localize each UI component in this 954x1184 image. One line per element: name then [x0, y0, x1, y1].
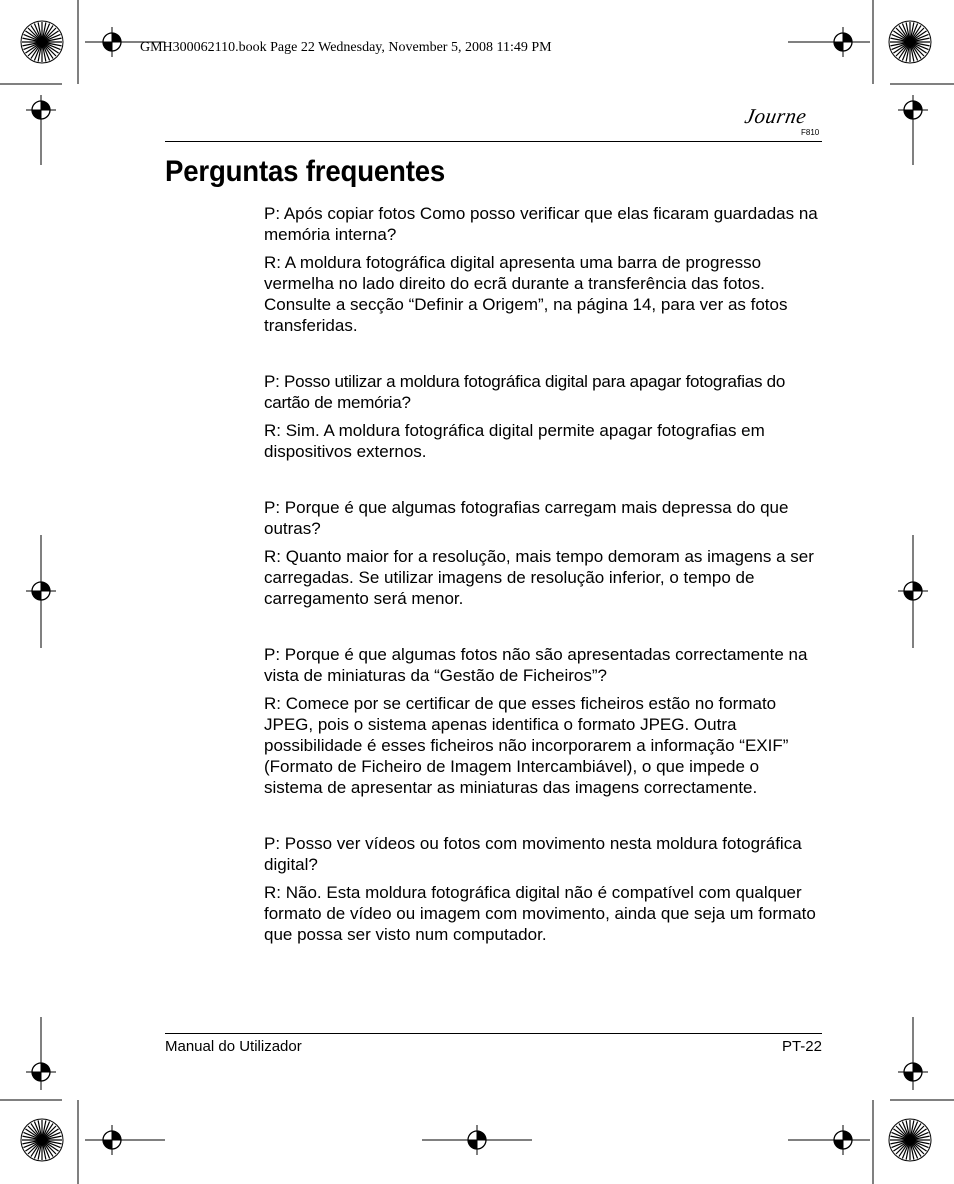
footer-manual-title: Manual do Utilizador: [165, 1038, 302, 1055]
faq-item: [264, 203, 822, 336]
faq-answer: R: A moldura fotográfica digital apresenta uma barra de progresso vermelha no lado direito do ecrã durante a transferência das fotos. Consulte a secção “Definir a Origem”, na página 14, para ver as fotos transferidas.: [264, 253, 788, 335]
footer-rule: [165, 1033, 822, 1034]
page-title: Perguntas frequentes: [165, 155, 446, 188]
faq-question: P: Posso ver vídeos ou fotos com movimento nesta moldura fotográfica digital?: [264, 834, 802, 874]
faq-item: [264, 497, 822, 609]
faq-question: P: Porque é que algumas fotos não são apresentadas correctamente na vista de miniaturas da “Gestão de Ficheiros”?: [264, 645, 808, 685]
faq-answer: R: Sim. A moldura fotográfica digital permite apagar fotografias em dispositivos externos.: [264, 421, 765, 461]
header-rule: [165, 141, 822, 142]
page-number: PT-22: [781, 1038, 822, 1055]
faq-item: [264, 644, 822, 798]
faq-question: P: Porque é que algumas fotografias carregam mais depressa do que outras?: [264, 498, 789, 538]
faq-answer: R: Não. Esta moldura fotográfica digital não é compatível com qualquer formato de vídeo ou imagem com movimento, ainda que seja um formato que possa ser visto num computador.: [264, 883, 816, 944]
faq-question: P: Posso utilizar a moldura fotográfica digital para apagar fotografias do cartão de memória?: [264, 372, 786, 412]
faq-question: P: Após copiar fotos Como posso verificar que elas ficaram guardadas na memória interna?: [264, 204, 818, 244]
file-info: GMH300062110.book Page 22 Wednesday, November 5, 2008 11:49 PM: [140, 40, 552, 55]
model-number: F810: [801, 128, 820, 137]
faq-item: [264, 833, 822, 945]
brand-logo: Journe: [742, 104, 809, 128]
faq-list: [264, 203, 822, 945]
faq-answer: R: Comece por se certificar de que esses ficheiros estão no formato JPEG, pois o sistema apenas identifica o formato JPEG. Outra possibilidade é esses ficheiros não incorporarem a informação “EXIF” (Formato de Ficheiro de Imagem Intercambiável), o que impede o sistema de apresentar as miniaturas das imagens correctamente.: [264, 694, 789, 797]
faq-item: [264, 371, 822, 462]
faq-answer: R: Quanto maior for a resolução, mais tempo demoram as imagens a ser carregadas. Se utilizar imagens de resolução inferior, o tempo de carregamento será menor.: [264, 547, 814, 608]
